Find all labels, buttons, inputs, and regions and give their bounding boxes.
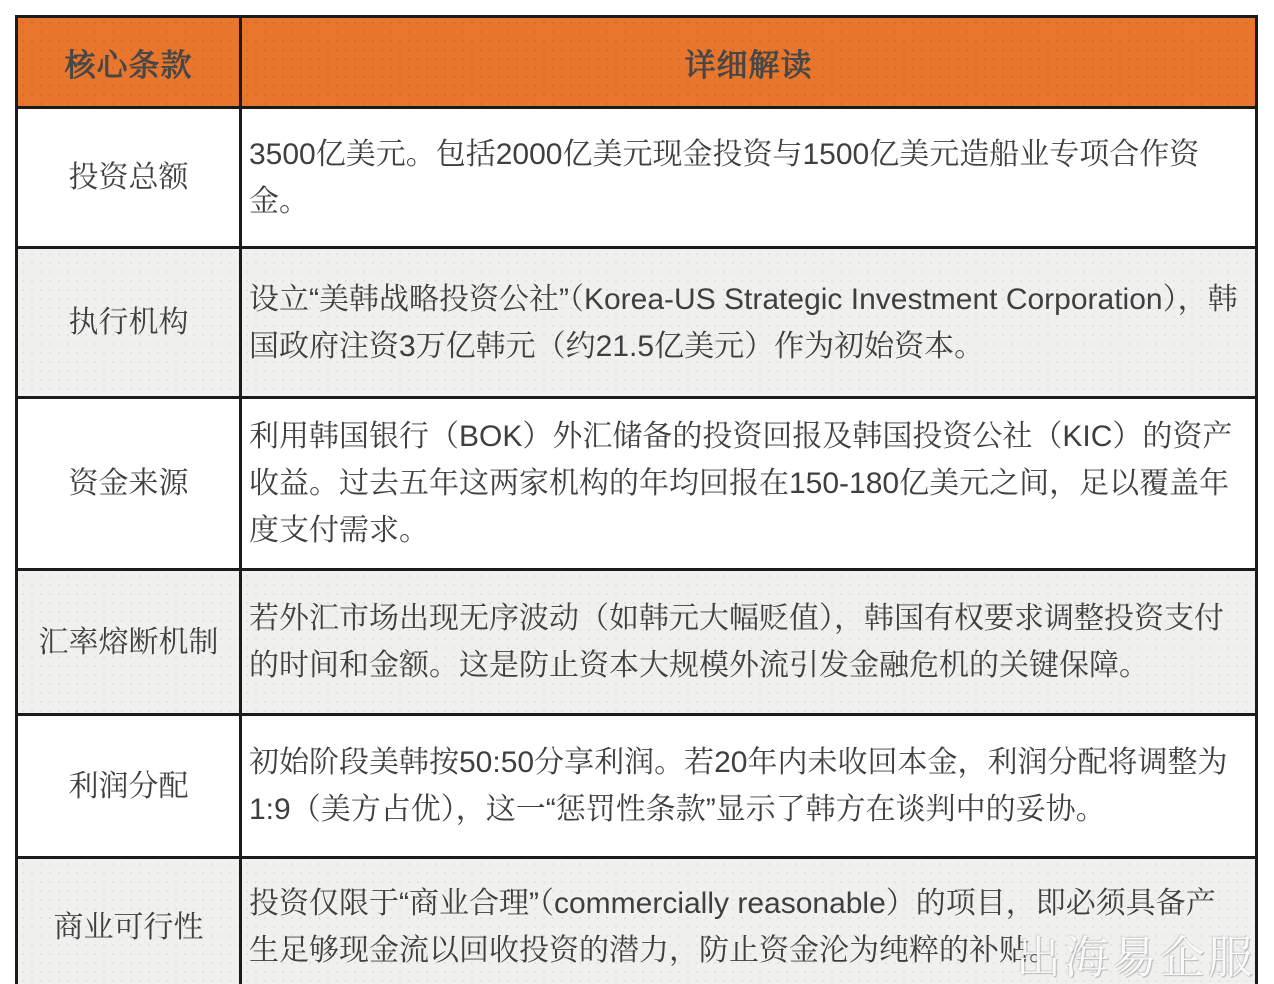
detail-cell: 3500亿美元。包括2000亿美元现金投资与1500亿美元造船业专项合作资金。	[241, 108, 1257, 248]
table-row-funding-source	[17, 398, 1257, 570]
header-core-terms: 核心条款	[17, 17, 241, 108]
term-cell: 资金来源	[17, 398, 241, 570]
header-detail: 详细解读	[241, 17, 1257, 108]
table-row-profit-sharing	[17, 715, 1257, 858]
term-cell: 利润分配	[17, 715, 241, 858]
term-cell: 投资总额	[17, 108, 241, 248]
watermark: 出海易企服	[1015, 932, 1256, 983]
table-row-executing-body	[17, 248, 1257, 398]
term-cell: 商业可行性	[17, 858, 241, 984]
detail-cell: 利用韩国银行（BOK）外汇储备的投资回报及韩国投资公社（KIC）的资产收益。过去五年这两家机构的年均回报在150-180亿美元之间，足以覆盖年度支付需求。	[241, 398, 1257, 570]
detail-cell: 初始阶段美韩按50:50分享利润。若20年内未收回本金，利润分配将调整为1:9（美方占优），这一“惩罚性条款”显示了韩方在谈判中的妥协。	[241, 715, 1257, 858]
term-cell: 汇率熔断机制	[17, 570, 241, 715]
table-row-fx-circuit-breaker	[17, 570, 1257, 715]
table-row-investment-total	[17, 108, 1257, 248]
detail-cell: 若外汇市场出现无序波动（如韩元大幅贬值），韩国有权要求调整投资支付的时间和金额。这是防止资本大规模外流引发金融危机的关键保障。	[241, 570, 1257, 715]
term-cell: 执行机构	[17, 248, 241, 398]
terms-table	[15, 15, 1258, 984]
header-row	[17, 17, 1257, 108]
table-row-commercial-viability	[17, 858, 1257, 984]
detail-cell: 投资仅限于“商业合理”（commercially reasonable）的项目，即必须具备产生足够现金流以回收投资的潜力，防止资金沦为纯粹的补贴。	[241, 858, 1257, 984]
detail-cell: 设立“美韩战略投资公社”（Korea-US Strategic Investment Corporation），韩国政府注资3万亿韩元（约21.5亿美元）作为初始资本。	[241, 248, 1257, 398]
